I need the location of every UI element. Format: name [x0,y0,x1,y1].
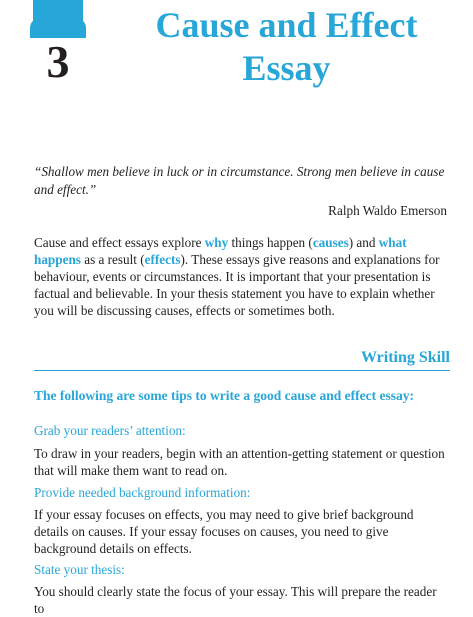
tip-heading-3: State your thesis: [34,562,125,577]
intro-text-2: things happen ( [228,235,313,250]
tip-body-3: You should clearly state the focus of your essay. This will prepare the reader to [34,584,437,616]
section-header [34,349,450,373]
tip-heading-2: Provide needed background information: [34,485,251,500]
chapter-number: 3 [46,36,70,87]
tip-body-2: If your essay focuses on effects, you may need to give brief background details on causes. If your essay focuses on causes, you need to give background details on effects. [34,507,414,556]
badge-tab [30,18,86,38]
keyword-effects: effects [144,252,181,267]
intro-text-3: ) and [348,235,379,250]
epigraph-author: Ralph Waldo Emerson [328,203,447,218]
intro-text-4: as a result ( [80,252,145,267]
intro-paragraph [34,234,450,319]
epigraph-quote: “Shallow men believe in luck or in circumstance. Strong men believe in cause and effect.” [34,164,445,197]
keyword-causes: causes [312,235,349,250]
tip-body-1: To draw in your readers, begin with an attention-getting statement or question that will make them want to read on. [34,446,445,478]
tips-heading: The following are some tips to write a good cause and effect essay: [34,388,414,403]
page-title [100,4,473,90]
intro-text-1: Cause and effect essays explore [34,235,205,250]
tip-heading-1: Grab your readers’ attention: [34,423,186,438]
section-rule [34,370,450,371]
keyword-why: why [204,235,229,250]
title-line-2: Essay [242,48,331,88]
title-line-1: Cause and Effect [155,5,418,45]
section-title: Writing Skill [355,349,450,367]
intro-text-5: ). These essays give reasons and explanations for behaviour, events or circumstances. It is important that your presentation is factual and believable. In your thesis statement you have to explain whether you will be discussing causes, effects or sometimes both. [34,252,440,318]
chapter-badge [33,0,83,92]
keyword-what-happens: what happens [34,235,407,267]
